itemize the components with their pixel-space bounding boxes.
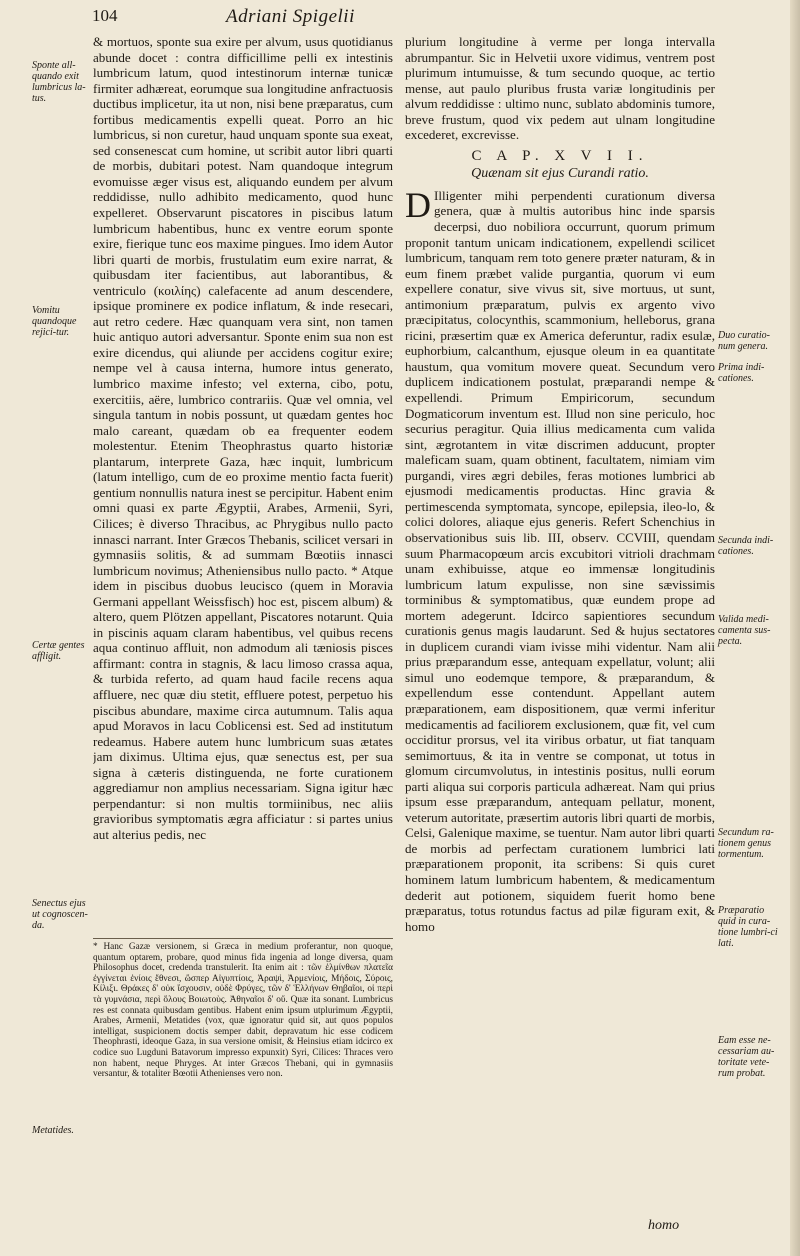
margin-note: Vomitu quandoque rejici-tur.: [32, 305, 77, 338]
margin-note: Duo curatio-num genera.: [718, 330, 770, 352]
margin-note: Eam esse ne-cessariam au-toritate vete-rum probat.: [718, 1035, 775, 1079]
chapter-heading: C A P. X V I I.: [471, 147, 649, 164]
margin-note: Certæ gentes affligit.: [32, 640, 85, 662]
running-title: Adriani Spigelii: [226, 6, 355, 27]
right-column-intro: plurium longitudine à verme per longa intervalla abrumpantur. Sic in Helvetii uxore vidimus, ventrem post plurimum intumuisse, & tum secundo quoque, ac tertio mense, aut paulo pluribus frusta variæ longitudinis per alvum reddidisse : ultimo nunc, sublato abdominis tumore, breve frustum, quod vix pedem aut ulnam longitudine excederet, excrevisse.: [405, 34, 715, 143]
footnote-text: * Hanc Gazæ versionem, si Græca in medium proferantur, non quoque, quantum optarem, probare, quod minus fida ingenia ad longe diversa, quam Philosophus docet, credenda transtulerit. Ita enim ait : τῶν ἑλμίνθων πλατεῖα ἐγγίνεται ἐνίοις ἔθνεσι, ὥσπερ Αἰγυπτίοις, Ἀραψὶ, Ἀρμενίοις, Μήδοις, Σύροις, Κίλιξι. Θράκες δ' οὐκ ἴσχουσιν, οὐδὲ Φρύγες, τῶν δ' Ἑλλήνων Θηβαῖοι, οἱ περὶ τὰ γυμνάσια, περὶ ὅλους Βοιωτοὺς. Ἀθηναῖοι δ' οὔ. Quæ ita sonant. Lumbricus res est connata quibusdam gentibus. Habent enim ipsum utplurimum Ægyptii, Arabes, Armenii, Metatides (vox, quæ ignoratur quid sit, aut quos populos intelligat, suspicionem doctis semper dabit, depravatum hic esse codicem Theophrasti, ideoque Gaza, in sua versione omisit, & Heinsius etiam idcirco ex codice suo Lugduni Batavorum impresso expunxit) Syri, Cilices: Thraces vero non habent, neque Phryges. At inter Græcos Thebani, qui in gymnasiis versantur, & totaliter Bœotii Athenienses vero non.: [93, 942, 393, 1080]
chapter-text: Illigenter mihi perpendenti curationum diversa genera, quæ à multis autoribus hinc inde sparsis decerpsi, duo nobiliora occurrunt, quorum primum proponit tantum unicam indicationem, expellendi scilicet lumbricum, tanquam rem toto genere præter naturam, & in eum finem præbet valide purgantia, quorum vi eum expellere conatur, sive vivus sit, sive mortuus, ut sunt, antimonium præparatum, pulvis ex argento vivo præcipitatus, colocynthis, scammonium, helleborus, grana ricini, præsertim quæ ex America deferuntur, radix esulæ, euphorbium, calcanthum, ejusque oleum in ea quantitate haustum, qua vomitum movere queat. Secundum vero duplicem indicationem postulat, præparandi nempe & expellendi. Primum Empiricorum, secundum Dogmaticorum inventum est. Illud non sine periculo, hoc securius peragitur. Quia illius medicamenta cum valida sint, ægrotantem in vitæ discrimen adducunt, propter maleficam suam, quam obtinent, facultatem, nimiam vim purgandi, vires ægri debiles, feras motiones lumbrici ab ejusmodi medicamentis productas. Hinc gravia & pertimescenda symptomata, syncope, epilepsia, ileo-lo, & colici dolores, aliaque ejus generis. Refert Schenchius in observationibus suis lib. III, observ. CCVIII, quendam suum Pharmacopœum arcis excubitori vitrioli drachmam unam exhibuisse, atque eo immensæ longitudinis lumbricum latum expulisse, non sine sævissimis torminibus & symptomatibus, quæ eundem prope ad mortem adegerunt. Idcirco sapientiores secundum curationis genus magis laudarunt. Sed & hujus sectatores in duplicem curandi viam ivisse mihi videntur. Nam alii prius præparandum esse, antequam expellatur, volunt; alii simul uno eodemque tempore, & præparandum, & expellendum esse contendunt. Appellant autem præparationem, eam dispositionem, quæ vermi inferitur medicamentis ad faciliorem exclusionem, quæ fit, vel cum occiditur prorsus, vel ita viribus orbatur, ut fiat tanquam semimortuus, & ita in ventre se componat, ut totus in glomum circumvolutus, in intestinis positus, nulli eorum parti aliqua sui corporis particula adhæreat. Nam qui prius ipsum esse præparandum, antequam pellatur, monent, veterum autoritate, præsertim autoris libri quarti de morbis, Celsi, Galenique maxime, se tuentur. Nam autor libri quarti de morbis ad perfectam curationem lumbrici lati præparationem proponit, ita scribens: Si quis curet hominem latum lumbricum habentem, & medicamentum dederit aut potionem, siquidem fuerit homo bene præparatus, totus rotundus factus ad pilæ figuram exit, & homo: [405, 187, 715, 934]
margin-note: Sponte all-quando exit lumbricus la-tus.: [32, 60, 86, 104]
margin-note: Senectus ejus ut cognoscen-da.: [32, 898, 88, 931]
margin-note: Secunda indi-cationes.: [718, 535, 774, 557]
left-column-text: & mortuos, sponte sua exire per alvum, usus quotidianus abunde docet : contra difficillime pelli ex intestinis lumbricum latum, quod intestinorum internæ tunicæ firmiter adhæreat, eorumque sua longitudine anfractuosis ductibus implicetur, ita ut non, nisi bene præparatus, cum fortibus medicamentis expelli queat. Porro an hic lumbricus, si non curetur, haud unquam sponte sua exeat, sed consenescat cum homine, ut scribit autor libri quarti de morbis, dubitari potest. Nam quandoque integrum evomuisse æger visus est, aliquando eundem per alvum reddidisse, nullo adhibito medicamento, quod hunc expelleret. Observarunt piscatores in piscibus latum lumbricum habentibus, hunc ex ventre eorum sponte exire, fierique tunc eos maxime pingues. Imo idem Autor libri quarti de morbis, frustulatim eum exire narrat, & quibusdam iter facientibus, aut laborantibus, & ventriculo (κοιλίης) calefacente ad anum descendere, ipsique prominere ex podice inflatum, & inde resecari, aut retro cedere. Hæc quanquam vera sint, non tamen huic antiquo autori adversantur. Sponte enim sua non est exire dicendus, qui aliunde per accidens cogitur exire; nempe vel à causa interna, humore intus generato, lumbrico maxime infesto; vel externa, cibo, potu, exercitiis, aëre, lumbrico contrariis. Quæ vel omnia, vel singula tantum in nobis possunt, ut quædam gentes hoc malo careant, quædam ob ea frequenter eodem molestentur. Etenim Theophrastus quarto historiæ plantarum, interprete Gaza, hæc inquit, lumbricum (latum intelligo, cum de eo proxime mentio facta fuerit) gentium nonnullis natura inest se percipitur. Habent enim omni quasi ex parte Ægyptii, Arabes, Armenii, Syri, Cilices; è diverso Thracibus, ac Phrygibus nullo pacto innasci narrant. Inter Græcos Thebanis, scilicet versari in gymnasiis solitis, & ad summam Bœotiis innasci lumbricum novimus; Atheniensibus nullo pacto. * Atque idem in piscibus duobus leucisco (quem in Moravia Germani appellant Weissfisch) hoc est, piscem album) & altero, quem Plötzen appellant, Piscatores notarunt. Quia in piscinis aquam claram habentibus, vel quibus recens aqua continuo affluit, non admodum ali tæniosis pisces affirmant: contra in stagnis, & lacu limoso crassa aqua, & turbida referto, ad quam haud facile recens aqua affluere, nec quæ diu stetit, effluere potest, perpetuo his piscibus abundare, maxime circa autumnum. Talis aqua apud Moravos in lacu Coblicensi est. Sed ad institutum redeamus. Habere autem hunc lumbricum suas ætates jam diximus. Ultima ejus, quæ senectus est, per sua signa à cæteris distinguenda, ne forte curationem aggrediamur non amplius necessariam. Signa igitur hæc perpendantur: si non multis tormiinibus, nec aliis gravioribus symptomatis ægra afficiatur : si partes unius aut alterius pedis, nec: [93, 34, 393, 842]
page-header: [92, 6, 692, 30]
margin-note: Metatides.: [32, 1125, 74, 1136]
page-edge: [790, 0, 800, 1256]
margin-note: Præparatio quid in cura-tione lumbri-ci lati.: [718, 905, 778, 949]
page-number: 104: [92, 6, 118, 25]
chapter-text-block: [405, 184, 715, 934]
margin-note: Prima indi-cationes.: [718, 362, 765, 384]
drop-cap: D: [405, 184, 431, 225]
chapter-title: Quænam sit ejus Curandi ratio.: [471, 166, 649, 182]
catchword: homo: [648, 1218, 680, 1233]
margin-note: Secundum ra-tionem genus tormentum.: [718, 827, 774, 860]
left-column: [93, 34, 393, 929]
footnote: [93, 938, 393, 1080]
margin-note: Valida medi-camenta sus-pecta.: [718, 614, 771, 647]
right-column: [405, 34, 715, 1234]
